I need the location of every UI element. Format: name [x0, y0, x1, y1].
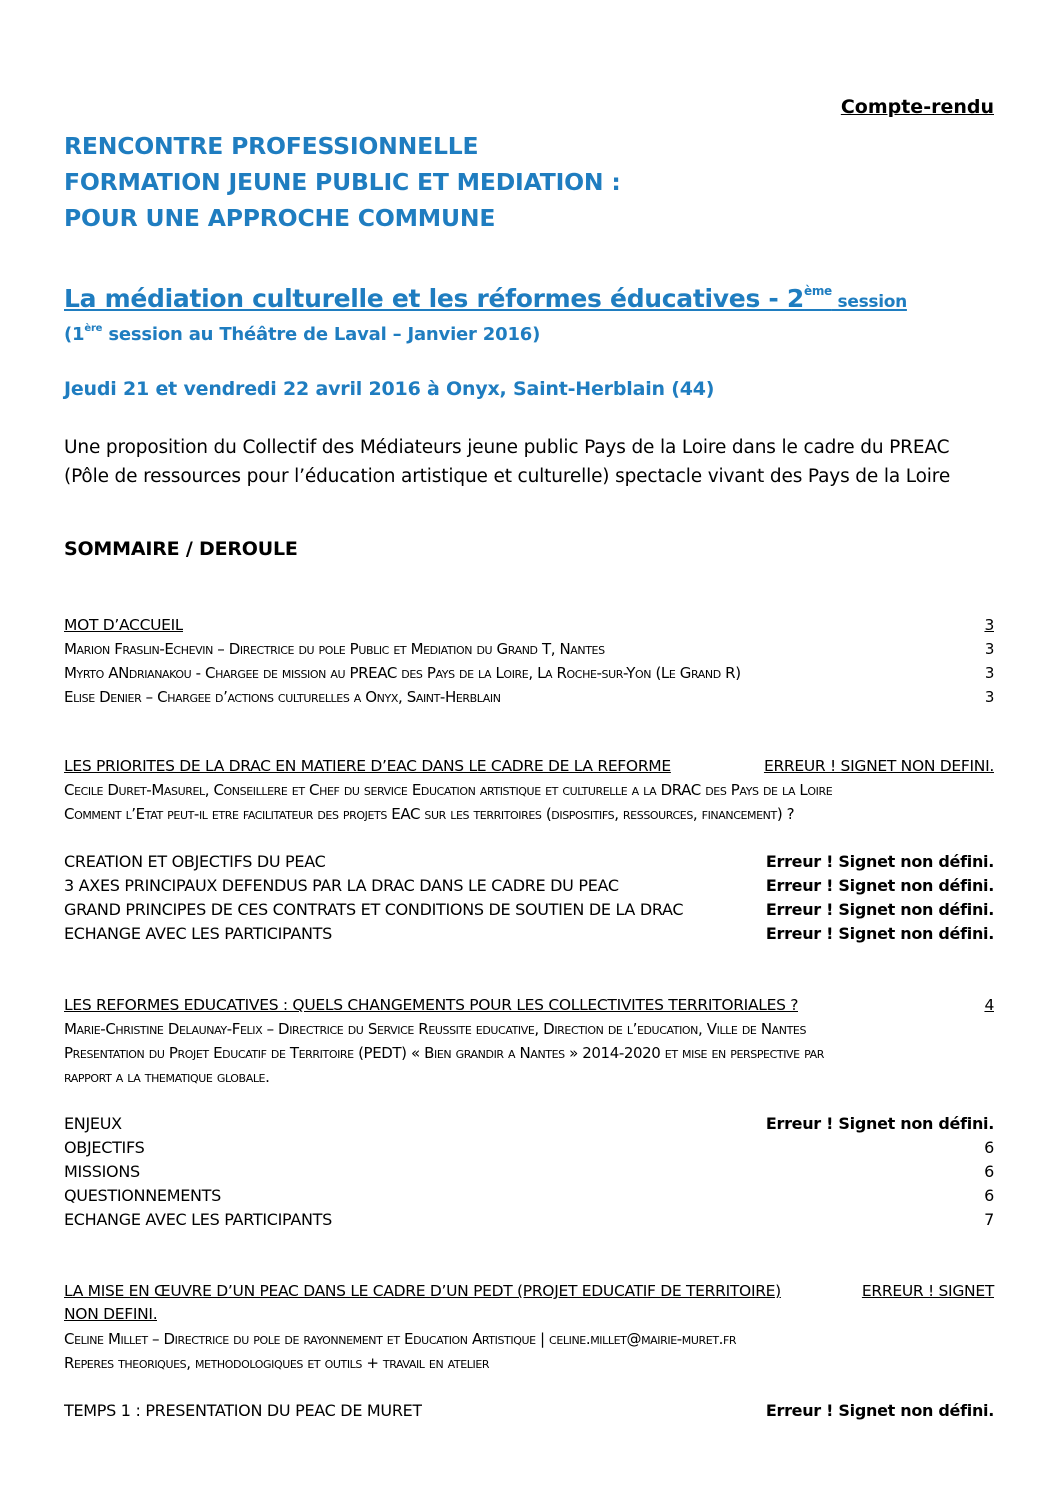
toc-entry[interactable]	[64, 1114, 994, 1133]
toc-entry[interactable]	[64, 876, 994, 895]
main-title-line: POUR UNE APPROCHE COMMUNE	[64, 204, 496, 232]
toc-entry[interactable]	[64, 688, 994, 706]
toc-entry[interactable]	[64, 1138, 994, 1157]
toc-entry[interactable]	[64, 1210, 994, 1229]
toc-entry[interactable]	[64, 1162, 994, 1181]
toc-page-ref: Erreur ! Signet non défini.	[765, 900, 994, 919]
toc-topic[interactable]: Presentation du Projet Educatif de Territoire (PEDT) « Bien grandir a Nantes » 2014-2020 et mise en perspective par	[64, 1044, 824, 1062]
toc-entry-text: 3 AXES PRINCIPAUX DEFENDUS PAR LA DRAC DANS LE CADRE DU PEAC	[64, 876, 619, 895]
toc-entry-text: GRAND PRINCIPES DE CES CONTRATS ET CONDITIONS DE SOUTIEN DE LA DRAC	[64, 900, 684, 919]
toc-entry-text: QUESTIONNEMENTS	[64, 1186, 222, 1205]
toc-page-ref: Erreur ! Signet non défini.	[765, 1114, 994, 1133]
toc-speaker[interactable]: Marie-Christine Delaunay-Felix – Directrice du Service Reussite educative, Direction de l’education, Ville de Nantes	[64, 1020, 807, 1038]
toc-entry[interactable]	[64, 900, 994, 919]
toc-entry[interactable]	[64, 640, 994, 658]
event-date: Jeudi 21 et vendredi 22 avril 2016 à Onyx, Saint-Herblain (44)	[64, 378, 715, 400]
toc-entry-section[interactable]	[64, 616, 994, 634]
toc-entry-text: OBJECTIFS	[64, 1138, 145, 1157]
session-title-main: La médiation culturelle et les réformes éducatives - 2	[64, 284, 805, 313]
sommaire-heading: SOMMAIRE / DEROULE	[64, 538, 298, 560]
toc-entry-text: ECHANGE AVEC LES PARTICIPANTS	[64, 1210, 332, 1229]
toc-page-ref: ERREUR ! SIGNET	[861, 1282, 994, 1300]
toc-speaker[interactable]: Cecile Duret-Masurel, Conseillere et Chef du service Education artistique et culturelle a la DRAC des Pays de la Loire	[64, 781, 833, 799]
toc-page-ref: 3	[984, 616, 994, 634]
toc-topic[interactable]: rapport a la thematique globale.	[64, 1068, 270, 1086]
toc-page-ref: 4	[984, 996, 994, 1014]
toc-section-title: LES REFORMES EDUCATIVES : QUELS CHANGEMENTS POUR LES COLLECTIVITES TERRITORIALES ?	[64, 996, 799, 1014]
toc-section-title-cont: NON DEFINI.	[64, 1305, 158, 1323]
toc-entry[interactable]	[64, 664, 994, 682]
main-title-line: FORMATION JEUNE PUBLIC ET MEDIATION :	[64, 168, 621, 196]
toc-entry-text: CREATION ET OBJECTIFS DU PEAC	[64, 852, 326, 871]
toc-page-ref: 6	[984, 1162, 994, 1181]
toc-entry[interactable]	[64, 1401, 994, 1420]
toc-topic[interactable]: Comment l’Etat peut-il etre facilitateur des projets EAC sur les territoires (dispositifs, ressources, financement) ?	[64, 805, 795, 823]
toc-page-ref: Erreur ! Signet non défini.	[765, 876, 994, 895]
toc-topic[interactable]: Reperes theoriques, methodologiques et outils + travail en atelier	[64, 1354, 490, 1372]
toc-page-ref: 3	[984, 688, 994, 706]
toc-entry-text: TEMPS 1 : PRESENTATION DU PEAC DE MURET	[64, 1401, 422, 1420]
toc-entry[interactable]	[64, 924, 994, 943]
toc-entry-text: ECHANGE AVEC LES PARTICIPANTS	[64, 924, 332, 943]
toc-page-ref: ERREUR ! SIGNET NON DEFINI.	[763, 757, 994, 775]
main-title-line: RENCONTRE PROFESSIONNELLE	[64, 132, 479, 160]
toc-page-ref: 6	[984, 1186, 994, 1205]
toc-section-title: MOT D’ACCUEIL	[64, 616, 184, 634]
toc-section-title: LA MISE EN ŒUVRE D’UN PEAC DANS LE CADRE D’UN PEDT (PROJET EDUCATIF DE TERRITOIRE)	[64, 1282, 781, 1300]
toc-entry-text: MISSIONS	[64, 1162, 140, 1181]
session-title-tail: session	[831, 292, 907, 312]
toc-page-ref: 7	[984, 1210, 994, 1229]
session-sub-post: session au Théâtre de Laval – Janvier 2016)	[102, 324, 541, 345]
intro-paragraph	[64, 433, 950, 491]
toc-page-ref: 3	[984, 664, 994, 682]
toc-page-ref: 3	[984, 640, 994, 658]
toc-page-ref: 6	[984, 1138, 994, 1157]
toc-entry-section[interactable]	[64, 757, 994, 775]
session-sub-pre: (1	[64, 324, 85, 345]
toc-page-ref: Erreur ! Signet non défini.	[765, 924, 994, 943]
toc-entry[interactable]	[64, 852, 994, 871]
main-title	[64, 128, 621, 236]
toc-entry[interactable]	[64, 1186, 994, 1205]
toc-section-title: LES PRIORITES DE LA DRAC EN MATIERE D’EAC DANS LE CADRE DE LA REFORME	[64, 757, 671, 775]
toc-speaker[interactable]: Celine Millet – Directrice du pole de rayonnement et Education Artistique | celine.millet@mairie-muret.fr	[64, 1330, 737, 1348]
intro-line: (Pôle de ressources pour l’éducation artistique et culturelle) spectacle vivant des Pays de la Loire	[64, 466, 951, 487]
toc-entry-section[interactable]	[64, 1282, 994, 1300]
doc-type-label: Compte-rendu	[840, 96, 994, 118]
toc-entry-text: Elise Denier – Chargee d’actions culturelles a Onyx, Saint-Herblain	[64, 688, 501, 706]
toc-entry-text: Myrto ANdrianakou - Chargee de mission au PREAC des Pays de la Loire, La Roche-sur-Yon (Le Grand R)	[64, 664, 741, 682]
session-title-sup: ème	[804, 284, 832, 298]
session-title	[64, 284, 907, 313]
toc-page-ref: Erreur ! Signet non défini.	[765, 852, 994, 871]
session-subtitle	[64, 323, 540, 345]
intro-line: Une proposition du Collectif des Médiateurs jeune public Pays de la Loire dans le cadre du PREAC	[64, 437, 950, 458]
toc-entry-text: Marion Fraslin-Echevin – Directrice du pole Public et Mediation du Grand T, Nantes	[64, 640, 605, 658]
toc-page-ref: Erreur ! Signet non défini.	[765, 1401, 994, 1420]
toc-entry-text: ENJEUX	[64, 1114, 122, 1133]
session-sub-sup: ère	[84, 323, 103, 334]
toc-entry-section-cont[interactable]	[64, 1305, 994, 1323]
toc-entry-section[interactable]	[64, 996, 994, 1014]
